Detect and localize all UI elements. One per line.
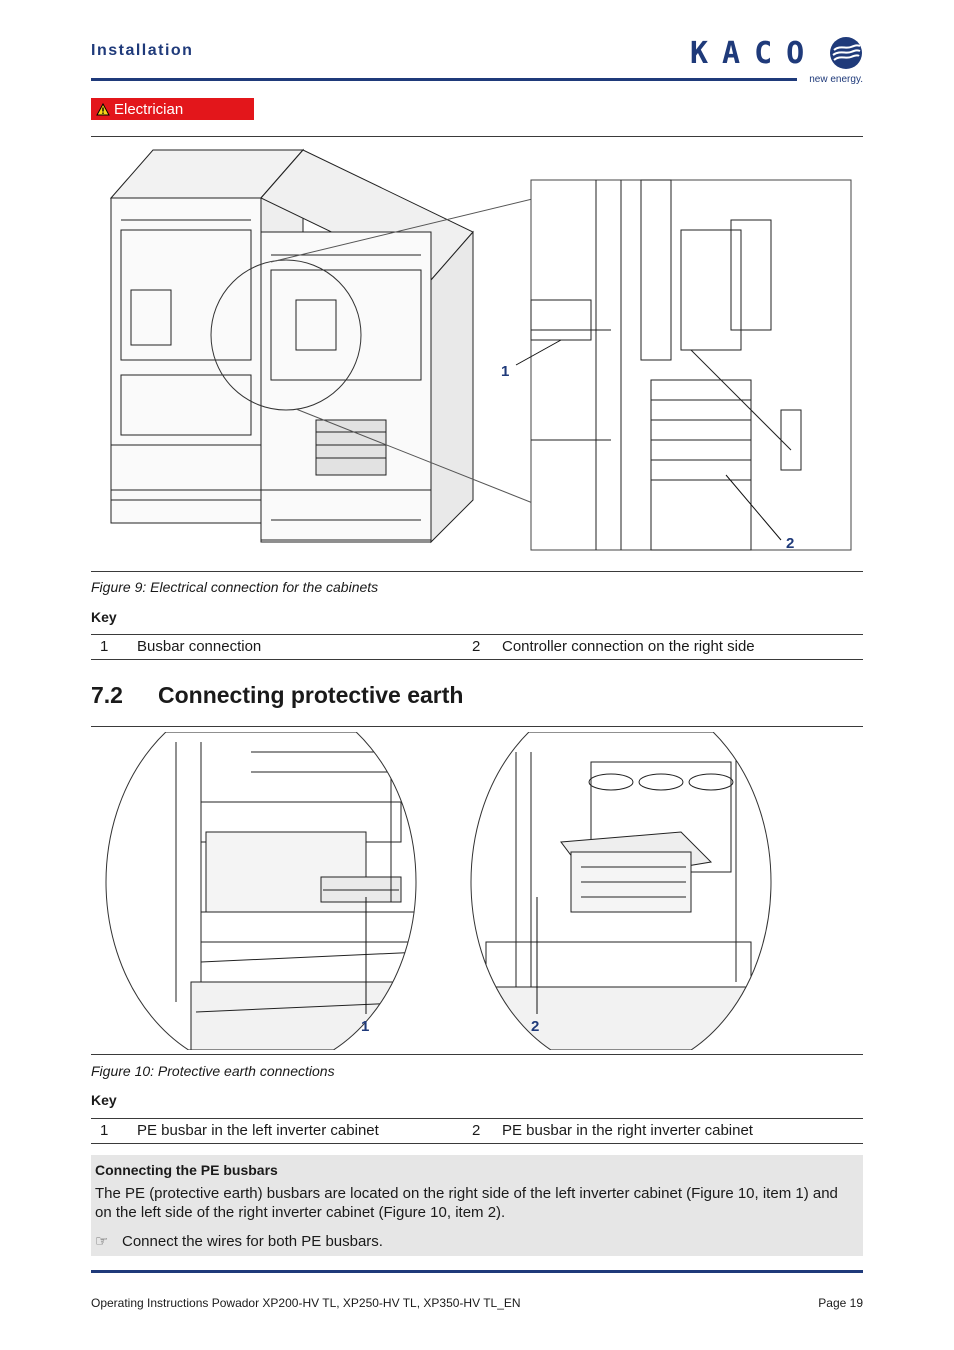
divider [91,136,863,137]
electrician-badge [91,98,254,120]
divider [91,726,863,727]
figure-9-illustration [91,140,863,568]
section-label: Installation [91,42,194,59]
figure-10-key-title: Key [91,1092,117,1108]
figure-10-illustration [91,732,863,1050]
figure-9-caption: Figure 9: Electrical connection for the cabinets [91,579,379,595]
key-number: 2 [472,1122,481,1139]
instruction-body: The PE (protective earth) busbars are located on the right side of the left inverter cabinet (Figure 10, item 1) and on the left side of the right inverter cabinet (Figure 10, item 2). [95,1185,838,1221]
figure-10-caption: Figure 10: Protective earth connections [91,1063,335,1079]
key-number: 1 [100,1122,109,1139]
figure-10-key-row [91,1118,863,1142]
divider [91,1143,863,1144]
footer-rule [91,1270,863,1273]
instruction-step [95,1232,383,1250]
warning-icon [96,103,110,116]
figure-10-callout-2: 2 [531,1018,540,1035]
brand-name: KACO [690,36,819,71]
badge-label: Electrician [114,100,184,118]
instruction-box [91,1155,863,1256]
instruction-step-text: Connect the wires for both PE busbars. [122,1233,383,1250]
pointing-hand-icon: ☞ [95,1233,109,1250]
footer-document-title: Operating Instructions Powador XP200-HV TL, XP250-HV TL, XP350-HV TL_EN [91,1296,521,1310]
divider [91,659,863,660]
figure-9-key-row [91,634,863,658]
header-rule [91,78,797,81]
key-text: PE busbar in the left inverter cabinet [137,1122,379,1139]
key-text: PE busbar in the right inverter cabinet [502,1122,753,1139]
footer-page-number: Page 19 [818,1296,863,1310]
instruction-title: Connecting the PE busbars [95,1162,278,1178]
section-title: Connecting protective earth [158,682,464,708]
key-text: Controller connection on the right side [502,638,755,655]
brand-tagline: new energy. [809,74,863,85]
divider [91,1054,863,1055]
figure-9-key-title: Key [91,609,117,625]
figure-9-callout-1: 1 [501,363,510,380]
divider [91,571,863,572]
section-number: 7.2 [91,682,123,708]
key-number: 1 [100,638,109,655]
key-text: Busbar connection [137,638,262,655]
figure-9-callout-2: 2 [786,535,795,552]
section-heading [91,682,463,709]
figure-10-callout-1: 1 [361,1018,370,1035]
key-number: 2 [472,638,481,655]
kaco-swirl-icon [829,36,863,70]
